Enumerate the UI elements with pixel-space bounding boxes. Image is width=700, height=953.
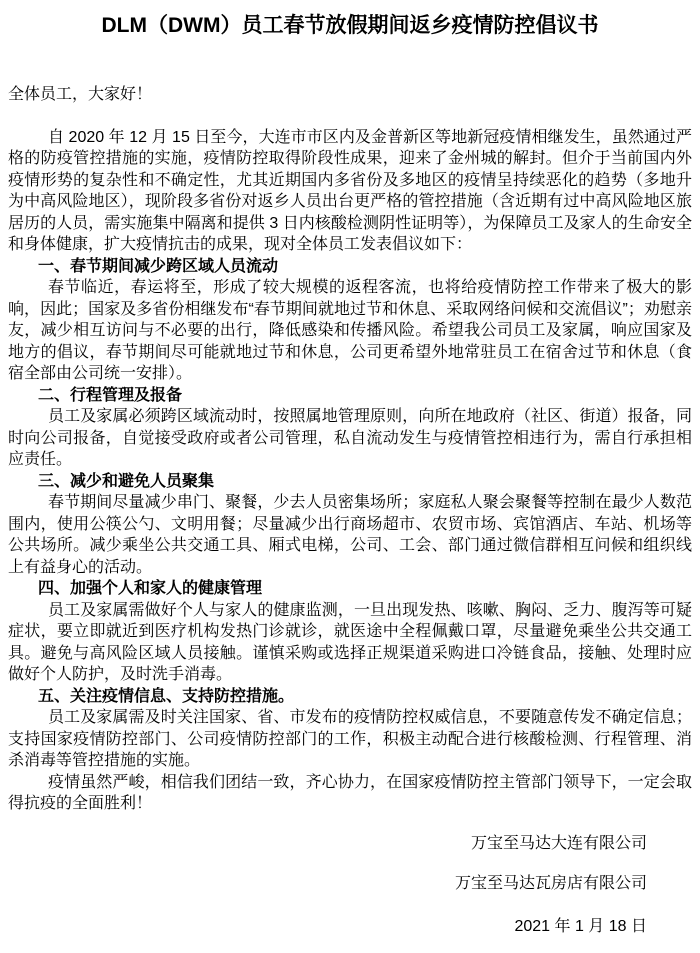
- signature-company-2: 万宝至马达瓦房店有限公司: [454, 874, 647, 892]
- signature-block: [0, 833, 700, 938]
- section-5-body: 员工及家属需及时关注国家、省、市发布的疫情防控权威信息，不要随意传发不确定信息；支持国家疫情防控部门、公司疫情防控部门的工作，积极主动配合进行核酸检测、行程管理、消杀消毒等管控措施的实施。: [8, 709, 692, 769]
- document-body: [0, 84, 700, 815]
- section-3-heading: 三、减少和避免人员聚集: [38, 472, 215, 490]
- section-3-body: 春节期间尽量减少串门、聚餐，少去人员密集场所；家庭私人聚会聚餐等控制在最少人数范围内，使用公筷公勺、文明用餐；尽量减少出行商场超市、农贸市场、宾馆酒店、车站、机场等公共场所。减少乘坐公共交通工具、厢式电梯，公司、工会、部门通过微信群相互问候和组织线上有益身心的活动。: [8, 494, 692, 576]
- section-5-heading: 五、关注疫情信息、支持防控措施。: [38, 687, 295, 705]
- signature-date: 2021 年 1 月 18 日: [514, 917, 647, 935]
- section-2-body: 员工及家属必须跨区域流动时，按照属地管理原则，向所在地政府（社区、街道）报备，同时向公司报备，自觉接受政府或者公司管理，私自流动发生与疫情管控相违行为，需自行承担相应责任。: [8, 408, 692, 468]
- section-1-heading: 一、春节期间减少跨区域人员流动: [38, 257, 279, 275]
- salutation: 全体员工，大家好！: [8, 86, 153, 103]
- section-4-body: 员工及家属需做好个人与家人的健康监测，一旦出现发热、咳嗽、胸闷、乏力、腹泻等可疑症状，要立即就近到医疗机构发热门诊就诊，就医途中全程佩戴口罩，尽量避免乘坐公共交通工具。避免与高风险区域人员接触。谨慎采购或选择正规渠道采购进口冷链食品，接触、处理时应做好个人防护，及时洗手消毒。: [8, 601, 692, 683]
- document-title: DLM（DWM）员工春节放假期间返乡疫情防控倡议书: [101, 14, 599, 37]
- closing-paragraph: 疫情虽然严峻，相信我们团结一致，齐心协力，在国家疫情防控主管部门领导下，一定会取得抗疫的全面胜利！: [8, 773, 692, 812]
- section-1-body: 春节临近，春运将至，形成了较大规模的返程客流，也将给疫情防控工作带来了极大的影响，因此；国家及多省份相继发布“春节期间就地过节和休息、采取网络问候和交流倡议”；劝慰亲友，减少相互访问与不必要的出行，降低感染和传播风险。希望我公司员工及家属，响应国家及地方的倡议，春节期间尽可能就地过节和休息，公司更希望外地常驻员工在宿舍过节和休息（食宿全部由公司统一安排）。: [8, 279, 692, 382]
- signature-company-1: 万宝至马达大连有限公司: [470, 834, 647, 852]
- section-4-heading: 四、加强个人和家人的健康管理: [38, 580, 263, 597]
- section-2-heading: 二、行程管理及报备: [38, 386, 183, 404]
- intro-paragraph: 自 2020 年 12 月 15 日至今，大连市市区内及金普新区等地新冠疫情相继发生，虽然通过严格的防疫管控措施的实施，疫情防控取得阶段性成果，迎来了金州城的解封。但介于当前国内外疫情形势的复杂性和不确定性，尤其近期国内多省份及多地区的疫情呈持续恶化的趋势（多地升为中高风险地区），现阶段多省份对返乡人员出台更严格的管控措施（含近期有过中高风险地区旅居历的人员，需实施集中隔离和提供 3 日内核酸检测阴性证明等），为保障员工及家人的生命安全和身体健康，扩大疫情抗击的成果，现对全体员工发表倡议如下：: [8, 128, 692, 253]
